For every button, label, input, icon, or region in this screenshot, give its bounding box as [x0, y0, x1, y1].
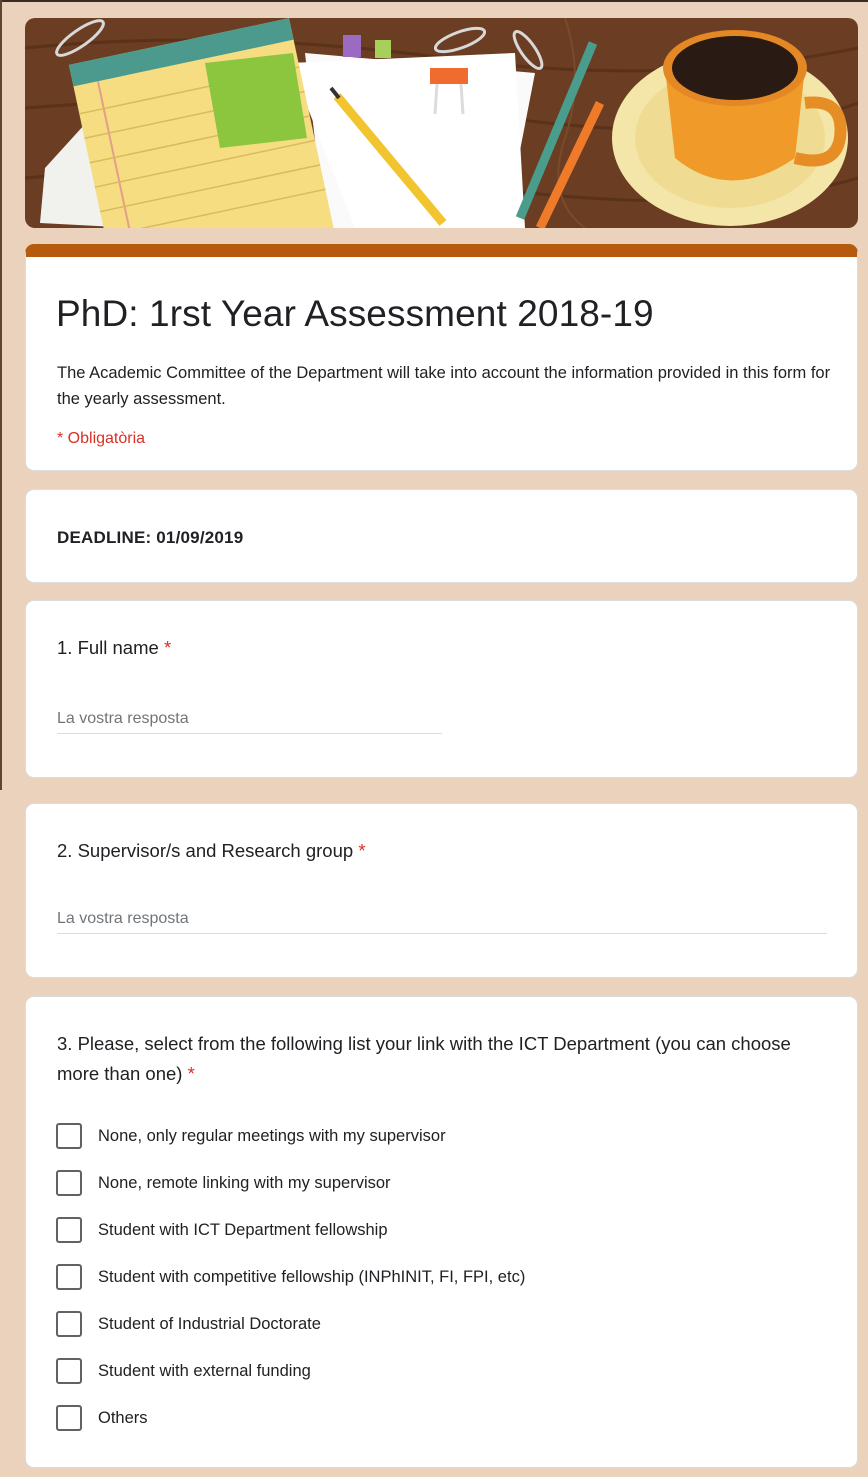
checkbox[interactable]	[56, 1358, 82, 1384]
form-header-card	[25, 244, 858, 471]
required-asterisk: *	[163, 637, 172, 658]
question-card-supervisor	[25, 803, 858, 978]
required-asterisk: *	[187, 1063, 195, 1084]
required-note: * Obligatòria	[57, 430, 146, 447]
deadline-card	[25, 489, 858, 583]
checkbox-option[interactable]	[56, 1311, 816, 1337]
checkbox-label: Others	[98, 1408, 148, 1427]
question-title	[57, 836, 366, 866]
checkbox-label: None, only regular meetings with my supervisor	[98, 1126, 446, 1145]
checkbox-option[interactable]	[56, 1217, 816, 1243]
question-label: 1. Full name	[57, 637, 159, 658]
form-title: PhD: 1rst Year Assessment 2018-19	[56, 293, 654, 334]
question-title	[57, 1029, 827, 1089]
question-card-ict-link	[25, 996, 858, 1468]
checkbox-label: Student of Industrial Doctorate	[98, 1314, 321, 1333]
window-top-border	[0, 0, 868, 2]
checkbox-label: Student with ICT Department fellowship	[98, 1220, 388, 1239]
checkbox[interactable]	[56, 1123, 82, 1149]
checkbox-label: None, remote linking with my supervisor	[98, 1173, 391, 1192]
checkbox[interactable]	[56, 1311, 82, 1337]
checkbox[interactable]	[56, 1405, 82, 1431]
required-asterisk: *	[358, 840, 366, 861]
header-banner-image	[25, 18, 858, 228]
question-title	[57, 633, 171, 663]
checkbox-option[interactable]	[56, 1170, 816, 1196]
checkbox-option[interactable]	[56, 1405, 816, 1431]
full-name-input[interactable]	[57, 704, 442, 734]
checkbox[interactable]	[56, 1264, 82, 1290]
checkbox-option[interactable]	[56, 1264, 816, 1290]
question-label: 3. Please, select from the following list your link with the ICT Department (you can choose more than one)	[57, 1033, 791, 1084]
question-card-full-name	[25, 600, 858, 778]
checkbox[interactable]	[56, 1170, 82, 1196]
deadline-text: DEADLINE: 01/09/2019	[57, 528, 244, 547]
question-label: 2. Supervisor/s and Research group	[57, 840, 354, 861]
checkbox-option[interactable]	[56, 1123, 816, 1149]
checkbox[interactable]	[56, 1217, 82, 1243]
checkbox-option[interactable]	[56, 1358, 816, 1384]
checkbox-label: Student with competitive fellowship (INPhINIT, FI, FPI, etc)	[98, 1267, 526, 1286]
form-description: The Academic Committee of the Department will take into account the information provided in this form for the yearly assessment.	[57, 364, 831, 408]
supervisor-research-group-input[interactable]	[57, 904, 827, 934]
checkbox-label: Student with external funding	[98, 1361, 311, 1380]
window-left-border	[0, 0, 2, 790]
